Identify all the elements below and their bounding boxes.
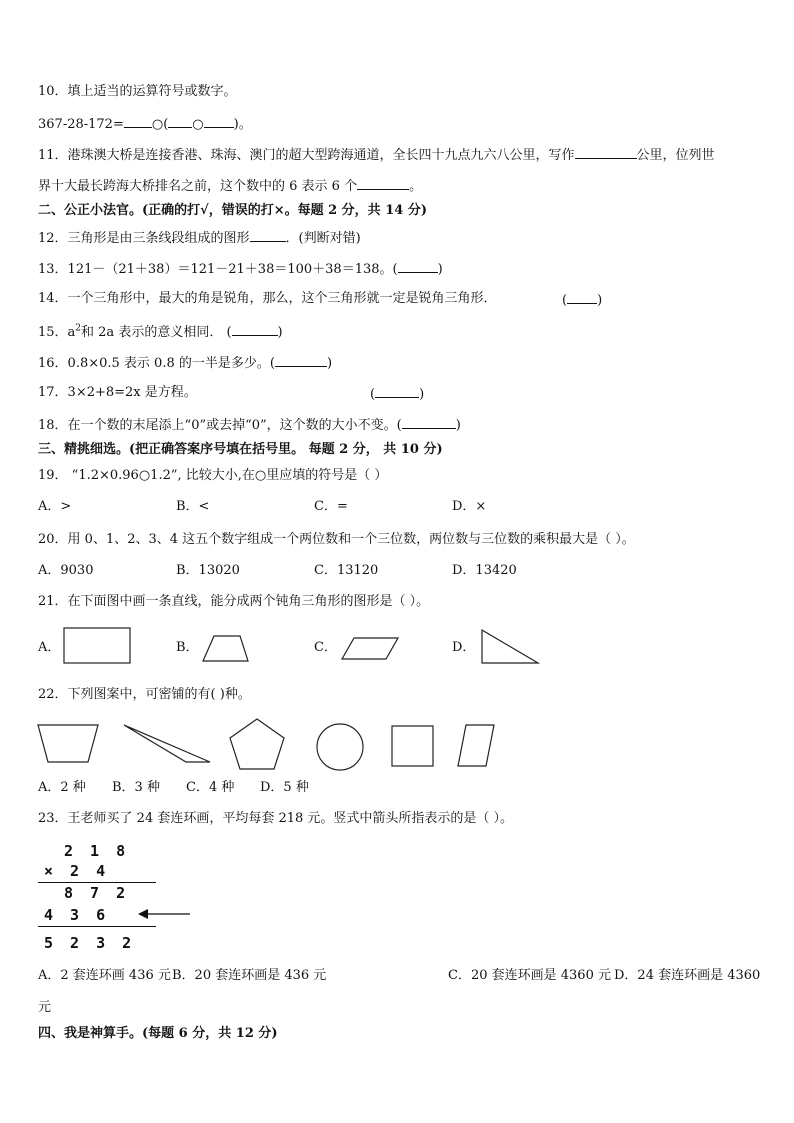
q19-option-b[interactable]: B．< [176,499,210,514]
multiplicand-row: 2 1 8 [64,842,130,860]
q23-option-c[interactable]: C．20 套连环画是 4360 元 [448,968,611,983]
question-11-line-2: 界十大最长跨海大桥排名之前，这个数中的 6 表示 6 个 。 [38,179,423,194]
q23-option-d[interactable]: D．24 套连环画是 4360 [614,968,761,983]
question-22: 22．下列图案中，可密铺的有( )种。 [38,687,251,702]
question-17: 17．3×2+8=2x 是方程。 [38,385,197,400]
partial-product-2: 4 3 6 [44,906,110,924]
multiplier-row: × 2 4 [44,862,110,880]
q21-option-c[interactable]: C． [314,640,337,655]
q23-option-b[interactable]: B．20 套连环画是 436 元 [172,968,327,983]
question-19: 19． “1.2×0.96○1.2”, 比较大小,在○里应填的符号是（ ） [38,468,388,483]
question-21: 21．在下面图中画一条直线，能分成两个钝角三角形的图形是（ ）。 [38,594,430,609]
question-10-expression: 367-28-172= ○( ○ )。 [38,117,252,132]
question-17-answer: ( ) [370,387,425,402]
q20-option-c[interactable]: C．13120 [314,563,379,578]
q21-option-b[interactable]: B． [176,640,199,655]
partial-product-1: 8 7 2 [64,884,130,902]
q22-option-c[interactable]: C．4 种 [186,780,235,795]
q23-option-d-continued: 元 [38,1000,52,1015]
section-4-heading: 四、我是神算手。(每题 6 分，共 12 分) [38,1026,278,1041]
q21-option-d[interactable]: D． [452,640,476,655]
question-15: 15．$a^2$和 2a 表示的意义相同． ( ) [38,323,283,340]
section-3-heading: 三、精挑细选。(把正确答案序号填在括号里。 每题 2 分， 共 10 分) [38,442,443,457]
question-12: 12．三角形是由三条线段组成的图形 ．(判断对错) [38,231,361,246]
q23-option-a[interactable]: A．2 套连环画 436 元 [38,968,171,983]
question-18: 18．在一个数的末尾添上“0”或去掉“0”，这个数的大小不变。( ) [38,418,461,433]
question-14-answer: ( ) [562,293,603,308]
section-2-heading: 二、公正小法官。(正确的打√，错误的打×。每题 2 分，共 14 分) [38,203,427,218]
q22-option-a[interactable]: A．2 种 [38,780,86,795]
question-11-line-1: 11．港珠澳大桥是连接香港、珠海、澳门的超大型跨海通道，全长四十九点九六八公里，写作 公里，位列世 [38,148,715,163]
q22-option-d[interactable]: D．5 种 [260,780,309,795]
question-14: 14．一个三角形中，最大的角是锐角，那么，这个三角形就一定是锐角三角形． [38,291,497,306]
question-13: 13．121－（21＋38）＝121－21＋38＝100＋38＝138。( ) [38,262,443,277]
q21-option-a[interactable]: A． [38,640,61,655]
question-20: 20．用 0、1、2、3、4 这五个数字组成一个两位数和一个三位数，两位数与三位数的乘积最大是（ ）。 [38,532,635,547]
question-10-text: 10．填上适当的运算符号或数字。 [38,84,237,99]
q19-option-c[interactable]: C．= [314,499,348,514]
question-23: 23．王老师买了 24 套连环画，平均每套 218 元。竖式中箭头所指表示的是（ ）。 [38,811,514,826]
q19-option-a[interactable]: A．> [38,499,72,514]
q19-option-d[interactable]: D．× [452,499,487,514]
q20-option-d[interactable]: D．13420 [452,563,517,578]
question-16: 16．0.8×0.5 表示 0.8 的一半是多少。( ) [38,356,333,371]
product-row: 5 2 3 2 [44,934,136,952]
q22-option-b[interactable]: B．3 种 [112,780,160,795]
q20-option-a[interactable]: A．9030 [38,563,94,578]
q20-option-b[interactable]: B．13020 [176,563,240,578]
